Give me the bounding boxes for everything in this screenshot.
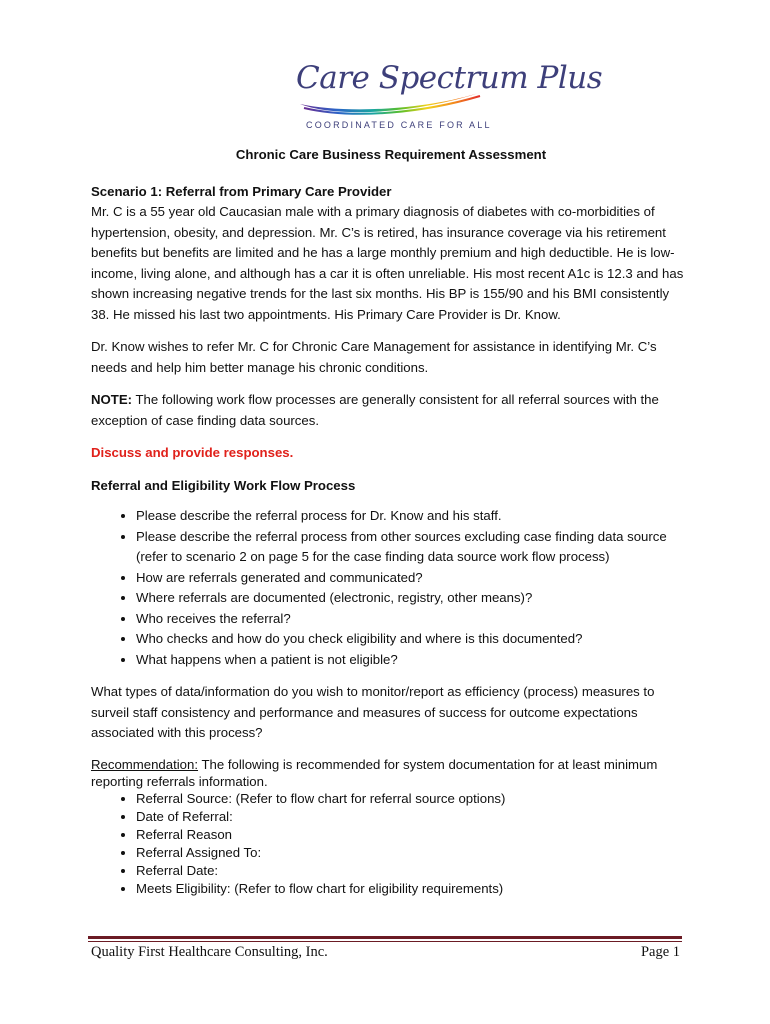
list-item: • Referral Source: (Refer to flow chart for referral source options)	[136, 790, 691, 808]
list-item: • How are referrals generated and communicated?	[136, 568, 691, 589]
scenario-heading: Scenario 1: Referral from Primary Care Provider	[91, 183, 392, 199]
list-item: • Referral Reason	[136, 826, 691, 844]
list-item: • Who checks and how do you check eligibility and where is this documented?	[136, 629, 691, 650]
page-number: Page 1	[640, 944, 680, 960]
logo-tagline: COORDINATED CARE FOR ALL	[306, 120, 492, 130]
list-item: • Meets Eligibility: (Refer to flow chart for eligibility requirements)	[136, 880, 691, 898]
recommendation-text: The following is recommended for system documentation for at least minimum reporting referrals information.	[91, 756, 658, 789]
workflow-heading: Referral and Eligibility Work Flow Process	[91, 477, 356, 493]
footer-divider-thin	[88, 941, 682, 942]
logo-wordmark: Care Spectrum Plus	[296, 60, 603, 96]
recommendation-paragraph	[91, 756, 691, 790]
note-label: NOTE:	[91, 392, 133, 407]
rainbow-swoosh-icon	[296, 90, 486, 116]
list-item: • Date of Referral:	[136, 808, 691, 826]
note-paragraph	[91, 390, 691, 431]
list-item: • Where referrals are documented (electronic, registry, other means)?	[136, 588, 691, 609]
scenario-body: Mr. C is a 55 year old Caucasian male with a primary diagnosis of diabetes with co-morbidities of hypertension, obesity, and depression. Mr. C’s is retired, has insurance coverage via his retirement benefits but benefits are limited and he has a large monthly premium and high deductible. He is low-income, living alone, and although has a car it is often unreliable. His most recent A1c is 12.3 and has shown increasing negative trends for the last six months. His BP is 155/90 and his BMI consistently 38. He missed his last two appointments. His Primary Care Provider is Dr. Know.	[91, 204, 684, 322]
list-item: • Please describe the referral process from other sources excluding case finding data source (refer to scenario 2 on page 5 for the case finding data source work flow process)	[136, 527, 691, 568]
note-text: The following work flow processes are generally consistent for all referral sources with the exception of case finding data sources.	[91, 392, 659, 428]
list-item: • Referral Date:	[136, 862, 691, 880]
monitoring-question: What types of data/information do you wish to monitor/report as efficiency (process) measures to surveil staff consistency and performance and measures of success for outcome expectations associated with this process?	[91, 684, 655, 740]
care-spectrum-logo	[296, 60, 603, 140]
list-item: • Please describe the referral process for Dr. Know and his staff.	[136, 506, 691, 527]
list-item: • Who receives the referral?	[136, 609, 691, 630]
workflow-list	[91, 506, 691, 670]
list-item: • What happens when a patient is not eligible?	[136, 650, 691, 671]
discuss-heading: Discuss and provide responses.	[91, 445, 294, 460]
footer-company: Quality First Healthcare Consulting, Inc.	[91, 944, 328, 960]
footer-divider	[88, 936, 682, 939]
recommendation-list	[91, 790, 691, 898]
recommendation-label: Recommendation:	[91, 756, 199, 772]
page-title: Chronic Care Business Requirement Assessment	[235, 147, 547, 162]
document-body	[91, 143, 691, 910]
referral-paragraph: Dr. Know wishes to refer Mr. C for Chronic Care Management for assistance in identifying Mr. C’s needs and help him better manage his chronic conditions.	[91, 339, 657, 375]
list-item: • Referral Assigned To:	[136, 844, 691, 862]
